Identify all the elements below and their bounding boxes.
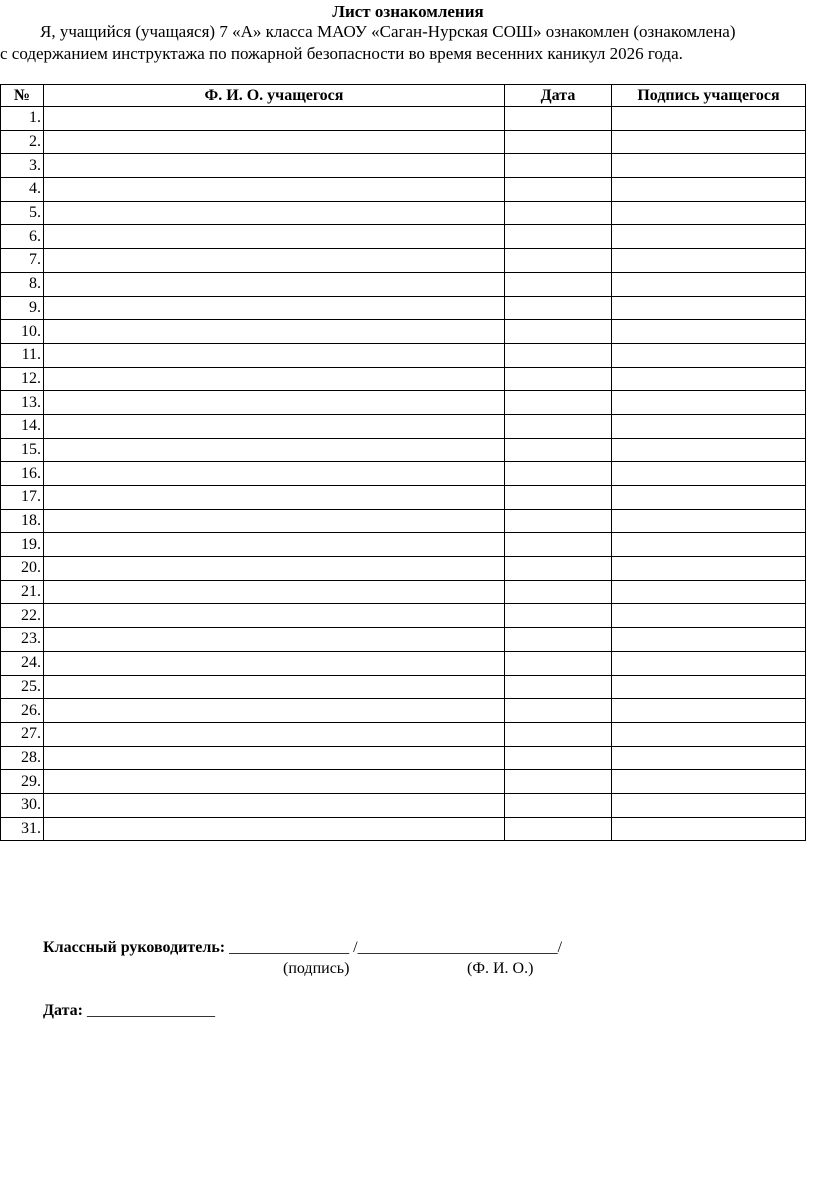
row-number: 18. bbox=[1, 509, 44, 533]
row-number: 27. bbox=[1, 722, 44, 746]
date-cell[interactable] bbox=[505, 699, 612, 723]
table-row bbox=[1, 225, 806, 249]
header-date: Дата bbox=[505, 85, 612, 107]
row-number: 4. bbox=[1, 178, 44, 202]
header-number: № bbox=[1, 85, 44, 107]
row-number: 9. bbox=[1, 296, 44, 320]
student-name-cell[interactable] bbox=[44, 249, 505, 273]
table-row bbox=[1, 107, 806, 131]
table-row bbox=[1, 201, 806, 225]
row-number: 3. bbox=[1, 154, 44, 178]
student-name-cell[interactable] bbox=[44, 343, 505, 367]
table-row bbox=[1, 320, 806, 344]
signature-cell[interactable] bbox=[612, 746, 806, 770]
student-name-cell[interactable] bbox=[44, 130, 505, 154]
signature-cell[interactable] bbox=[612, 225, 806, 249]
table-row bbox=[1, 557, 806, 581]
row-number: 26. bbox=[1, 699, 44, 723]
signature-cell[interactable] bbox=[612, 296, 806, 320]
table-row bbox=[1, 770, 806, 794]
row-number: 5. bbox=[1, 201, 44, 225]
row-number: 24. bbox=[1, 651, 44, 675]
table-row bbox=[1, 414, 806, 438]
signature-cell[interactable] bbox=[612, 533, 806, 557]
signature-cell[interactable] bbox=[612, 438, 806, 462]
table-row bbox=[1, 391, 806, 415]
date-cell[interactable] bbox=[505, 462, 612, 486]
table-row bbox=[1, 533, 806, 557]
date-cell[interactable] bbox=[505, 557, 612, 581]
date-cell[interactable] bbox=[505, 107, 612, 131]
student-name-cell[interactable] bbox=[44, 533, 505, 557]
student-name-cell[interactable] bbox=[44, 557, 505, 581]
row-number: 23. bbox=[1, 628, 44, 652]
student-name-cell[interactable] bbox=[44, 178, 505, 202]
row-number: 30. bbox=[1, 793, 44, 817]
signature-cell[interactable] bbox=[612, 201, 806, 225]
row-number: 12. bbox=[1, 367, 44, 391]
date-cell[interactable] bbox=[505, 391, 612, 415]
signature-cell[interactable] bbox=[612, 699, 806, 723]
signature-cell[interactable] bbox=[612, 272, 806, 296]
date-cell[interactable] bbox=[505, 793, 612, 817]
date-cell[interactable] bbox=[505, 486, 612, 510]
row-number: 25. bbox=[1, 675, 44, 699]
date-cell[interactable] bbox=[505, 746, 612, 770]
row-number: 28. bbox=[1, 746, 44, 770]
student-name-cell[interactable] bbox=[44, 438, 505, 462]
date-cell[interactable] bbox=[505, 130, 612, 154]
student-name-cell[interactable] bbox=[44, 580, 505, 604]
acknowledgement-table bbox=[0, 84, 806, 841]
signature-cell[interactable] bbox=[612, 249, 806, 273]
date-cell[interactable] bbox=[505, 201, 612, 225]
student-name-cell[interactable] bbox=[44, 154, 505, 178]
student-name-cell[interactable] bbox=[44, 509, 505, 533]
table-row bbox=[1, 178, 806, 202]
signature-cell[interactable] bbox=[612, 130, 806, 154]
table-row bbox=[1, 628, 806, 652]
table-header-row bbox=[1, 85, 806, 107]
student-name-cell[interactable] bbox=[44, 391, 505, 415]
table-row bbox=[1, 604, 806, 628]
table-row bbox=[1, 651, 806, 675]
date-cell[interactable] bbox=[505, 675, 612, 699]
date-label: Дата: bbox=[43, 1002, 83, 1019]
date-cell[interactable] bbox=[505, 272, 612, 296]
table-row bbox=[1, 249, 806, 273]
date-cell[interactable] bbox=[505, 367, 612, 391]
table-row bbox=[1, 746, 806, 770]
student-name-cell[interactable] bbox=[44, 699, 505, 723]
student-name-cell[interactable] bbox=[44, 628, 505, 652]
table-row bbox=[1, 675, 806, 699]
student-name-cell[interactable] bbox=[44, 272, 505, 296]
row-number: 15. bbox=[1, 438, 44, 462]
signature-cell[interactable] bbox=[612, 628, 806, 652]
student-name-cell[interactable] bbox=[44, 770, 505, 794]
date-cell[interactable] bbox=[505, 320, 612, 344]
table-row bbox=[1, 699, 806, 723]
student-name-cell[interactable] bbox=[44, 486, 505, 510]
date-cell[interactable] bbox=[505, 817, 612, 841]
date-cell[interactable] bbox=[505, 509, 612, 533]
signature-cell[interactable] bbox=[612, 154, 806, 178]
student-name-cell[interactable] bbox=[44, 817, 505, 841]
table-row bbox=[1, 486, 806, 510]
row-number: 2. bbox=[1, 130, 44, 154]
teacher-label: Классный руководитель: bbox=[43, 939, 226, 956]
student-name-cell[interactable] bbox=[44, 675, 505, 699]
student-name-cell[interactable] bbox=[44, 651, 505, 675]
date-cell[interactable] bbox=[505, 722, 612, 746]
date-cell[interactable] bbox=[505, 604, 612, 628]
date-line bbox=[43, 1001, 215, 1021]
signature-cell[interactable] bbox=[612, 770, 806, 794]
date-blank-line[interactable]: ________________ bbox=[82, 1002, 215, 1019]
row-number: 29. bbox=[1, 770, 44, 794]
signature-cell[interactable] bbox=[612, 509, 806, 533]
table-row bbox=[1, 296, 806, 320]
date-cell[interactable] bbox=[505, 533, 612, 557]
student-name-cell[interactable] bbox=[44, 604, 505, 628]
date-cell[interactable] bbox=[505, 296, 612, 320]
student-name-cell[interactable] bbox=[44, 367, 505, 391]
signature-cell[interactable] bbox=[612, 793, 806, 817]
signature-cell[interactable] bbox=[612, 343, 806, 367]
intro-paragraph bbox=[0, 21, 812, 65]
table-row bbox=[1, 462, 806, 486]
date-cell[interactable] bbox=[505, 414, 612, 438]
signature-cell[interactable] bbox=[612, 580, 806, 604]
row-number: 16. bbox=[1, 462, 44, 486]
row-number: 1. bbox=[1, 107, 44, 131]
name-caption: (Ф. И. О.) bbox=[467, 960, 534, 977]
row-number: 31. bbox=[1, 817, 44, 841]
row-number: 14. bbox=[1, 414, 44, 438]
table-row bbox=[1, 154, 806, 178]
signature-cell[interactable] bbox=[612, 486, 806, 510]
table-row bbox=[1, 130, 806, 154]
signature-cell[interactable] bbox=[612, 391, 806, 415]
table-row bbox=[1, 722, 806, 746]
date-cell[interactable] bbox=[505, 628, 612, 652]
student-name-cell[interactable] bbox=[44, 320, 505, 344]
signature-cell[interactable] bbox=[612, 557, 806, 581]
signature-cell[interactable] bbox=[612, 722, 806, 746]
student-name-cell[interactable] bbox=[44, 746, 505, 770]
signature-cell[interactable] bbox=[612, 604, 806, 628]
student-name-cell[interactable] bbox=[44, 462, 505, 486]
date-cell[interactable] bbox=[505, 770, 612, 794]
date-cell[interactable] bbox=[505, 580, 612, 604]
row-number: 8. bbox=[1, 272, 44, 296]
document-title: Лист ознакомления bbox=[332, 2, 484, 21]
row-number: 13. bbox=[1, 391, 44, 415]
student-name-cell[interactable] bbox=[44, 722, 505, 746]
teacher-signature-line bbox=[43, 938, 562, 958]
date-cell[interactable] bbox=[505, 225, 612, 249]
signature-cell[interactable] bbox=[612, 107, 806, 131]
signature-cell[interactable] bbox=[612, 414, 806, 438]
signature-caption: (подпись) bbox=[283, 960, 350, 977]
row-number: 22. bbox=[1, 604, 44, 628]
header-student-name: Ф. И. О. учащегося bbox=[44, 85, 505, 107]
row-number: 19. bbox=[1, 533, 44, 557]
student-name-cell[interactable] bbox=[44, 107, 505, 131]
student-name-cell[interactable] bbox=[44, 414, 505, 438]
table-row bbox=[1, 580, 806, 604]
row-number: 11. bbox=[1, 343, 44, 367]
date-cell[interactable] bbox=[505, 249, 612, 273]
signature-cell[interactable] bbox=[612, 320, 806, 344]
table-body bbox=[1, 107, 806, 841]
signature-cell[interactable] bbox=[612, 462, 806, 486]
signature-cell[interactable] bbox=[612, 178, 806, 202]
date-cell[interactable] bbox=[505, 154, 612, 178]
intro-line-1: Я, учащийся (учащаяся) 7 «А» класса МАОУ «Саган-Нурская СОШ» ознакомлен (ознакомлена) bbox=[40, 22, 736, 41]
signature-cell[interactable] bbox=[612, 651, 806, 675]
signature-cell[interactable] bbox=[612, 367, 806, 391]
table-row bbox=[1, 509, 806, 533]
table-row bbox=[1, 367, 806, 391]
row-number: 21. bbox=[1, 580, 44, 604]
signature-cell[interactable] bbox=[612, 817, 806, 841]
teacher-blank-lines[interactable]: _______________ /_________________________/ bbox=[225, 939, 563, 956]
date-cell[interactable] bbox=[505, 343, 612, 367]
row-number: 17. bbox=[1, 486, 44, 510]
student-name-cell[interactable] bbox=[44, 793, 505, 817]
row-number: 7. bbox=[1, 249, 44, 273]
student-name-cell[interactable] bbox=[44, 201, 505, 225]
date-cell[interactable] bbox=[505, 651, 612, 675]
signature-cell[interactable] bbox=[612, 675, 806, 699]
table-row bbox=[1, 343, 806, 367]
row-number: 20. bbox=[1, 557, 44, 581]
row-number: 10. bbox=[1, 320, 44, 344]
student-name-cell[interactable] bbox=[44, 225, 505, 249]
table-row bbox=[1, 793, 806, 817]
row-number: 6. bbox=[1, 225, 44, 249]
header-signature: Подпись учащегося bbox=[612, 85, 806, 107]
table-row bbox=[1, 272, 806, 296]
table-row bbox=[1, 817, 806, 841]
intro-line-2: с содержанием инструктажа по пожарной безопасности во время весенних каникул 2026 года. bbox=[0, 44, 683, 63]
date-cell[interactable] bbox=[505, 438, 612, 462]
student-name-cell[interactable] bbox=[44, 296, 505, 320]
date-cell[interactable] bbox=[505, 178, 612, 202]
table-row bbox=[1, 438, 806, 462]
